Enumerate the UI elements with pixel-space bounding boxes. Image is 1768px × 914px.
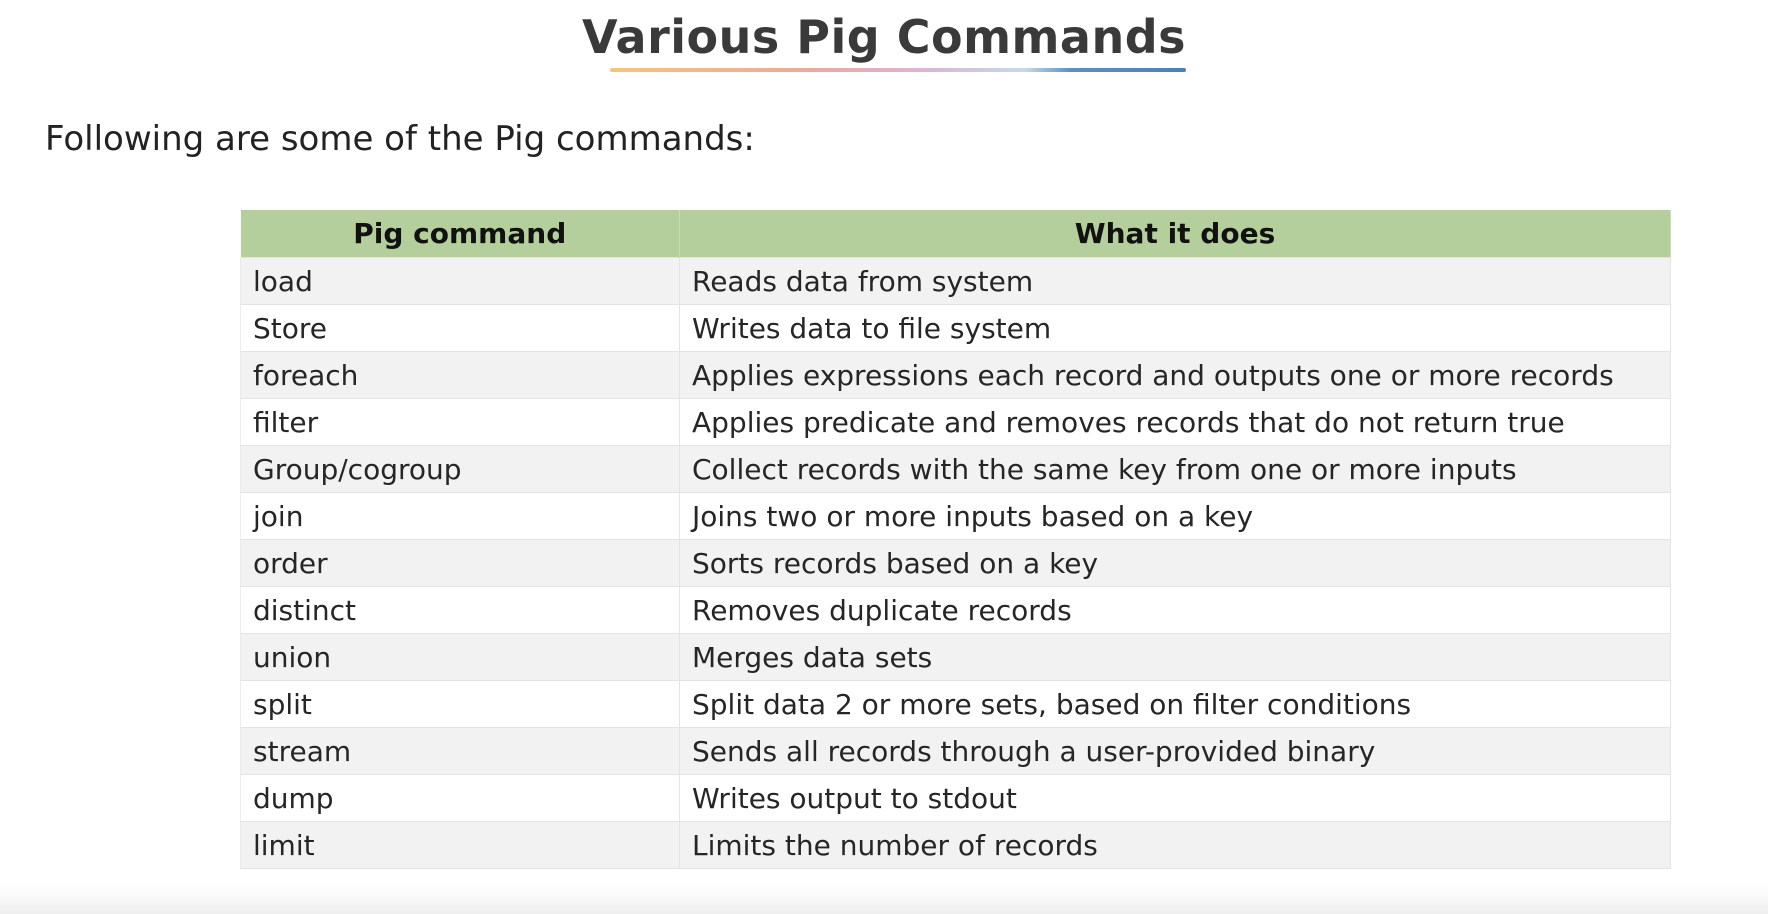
command-cell: load bbox=[241, 258, 680, 305]
table-row bbox=[241, 493, 1671, 540]
table-row bbox=[241, 822, 1671, 869]
table-row bbox=[241, 399, 1671, 446]
command-cell: Group/cogroup bbox=[241, 446, 680, 493]
command-cell: limit bbox=[241, 822, 680, 869]
table-row bbox=[241, 446, 1671, 493]
description-cell: Applies expressions each record and outputs one or more records bbox=[680, 352, 1671, 399]
description-cell: Collect records with the same key from one or more inputs bbox=[680, 446, 1671, 493]
page-title: Various Pig Commands bbox=[581, 10, 1187, 64]
description-cell: Sorts records based on a key bbox=[680, 540, 1671, 587]
commands-table bbox=[240, 210, 1671, 869]
table-row bbox=[241, 681, 1671, 728]
description-cell: Split data 2 or more sets, based on filter conditions bbox=[680, 681, 1671, 728]
description-cell: Writes output to stdout bbox=[680, 775, 1671, 822]
command-cell: union bbox=[241, 634, 680, 681]
title-underline bbox=[610, 68, 1186, 72]
table-row bbox=[241, 728, 1671, 775]
command-cell: join bbox=[241, 493, 680, 540]
description-cell: Limits the number of records bbox=[680, 822, 1671, 869]
command-cell: Store bbox=[241, 305, 680, 352]
description-cell: Reads data from system bbox=[680, 258, 1671, 305]
description-cell: Joins two or more inputs based on a key bbox=[680, 493, 1671, 540]
description-cell: Sends all records through a user-provided binary bbox=[680, 728, 1671, 775]
command-cell: dump bbox=[241, 775, 680, 822]
header-pig-command: Pig command bbox=[241, 210, 680, 258]
description-cell: Applies predicate and removes records that do not return true bbox=[680, 399, 1671, 446]
command-cell: split bbox=[241, 681, 680, 728]
table-row bbox=[241, 634, 1671, 681]
command-cell: foreach bbox=[241, 352, 680, 399]
description-cell: Merges data sets bbox=[680, 634, 1671, 681]
header-what-it-does: What it does bbox=[680, 210, 1671, 258]
table-row bbox=[241, 258, 1671, 305]
description-cell: Writes data to file system bbox=[680, 305, 1671, 352]
table-row bbox=[241, 587, 1671, 634]
intro-text: Following are some of the Pig commands: bbox=[45, 119, 755, 159]
title-area bbox=[0, 0, 1768, 68]
table-header-row bbox=[241, 210, 1671, 258]
command-cell: distinct bbox=[241, 587, 680, 634]
table-row bbox=[241, 352, 1671, 399]
description-cell: Removes duplicate records bbox=[680, 587, 1671, 634]
bottom-edge bbox=[0, 884, 1768, 914]
table-row bbox=[241, 540, 1671, 587]
command-cell: order bbox=[241, 540, 680, 587]
table-row bbox=[241, 775, 1671, 822]
command-cell: stream bbox=[241, 728, 680, 775]
table-row bbox=[241, 305, 1671, 352]
command-cell: filter bbox=[241, 399, 680, 446]
